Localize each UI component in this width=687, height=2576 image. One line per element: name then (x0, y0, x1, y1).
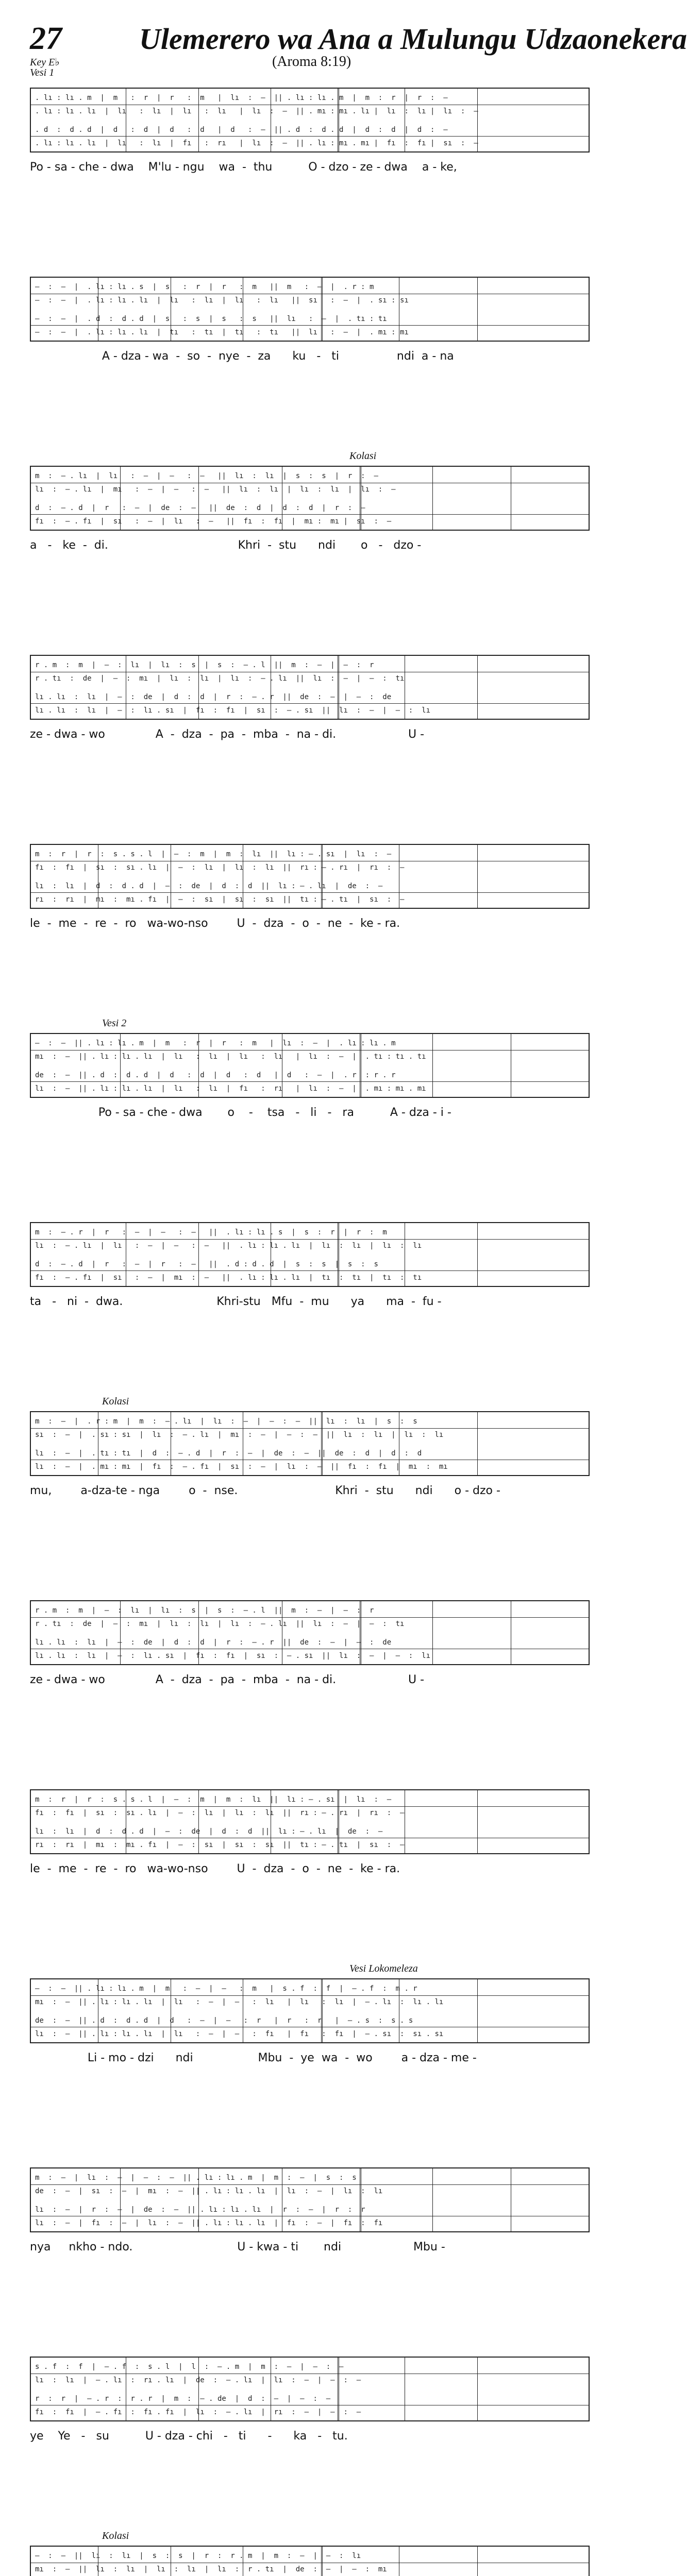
tenor-line: d : — . d | r : — | de : — || de : d | d : d | r : — (35, 504, 365, 512)
soprano-line: m : — | . r : m | m : — . lı | lı : — | — : — || lı : lı | s : s (35, 1417, 417, 1426)
lyrics-line: ta - ni - dwa. Khri-stu Mfu - mu ya ma - fu - (30, 1295, 442, 1308)
solfa-staff (30, 2546, 590, 2576)
solfa-staff (30, 1411, 590, 1476)
alto-line: sı : — | . sı : sı | lı : — . lı | mı : — | — : — || lı : lı | lı : lı (35, 1431, 444, 1439)
alto-line: — : — | . lı : lı . lı | lı : lı | lı : lı || sı : — | . sı : sı (35, 296, 409, 304)
lyrics-line: a - ke - di. Khri - stu ndi o - dzo - (30, 539, 422, 552)
bass-line: — : — | . lı : lı . lı | tı : tı | tı : tı || lı : — | . mı : mı (35, 328, 409, 336)
soprano-line: — : — | . lı : lı . s | s : r | r : m || m : — | . r : m (35, 283, 374, 291)
bass-line: lı : — | fı : — | lı : — || . lı : lı . lı | fı : — | fı : fı (35, 2219, 383, 2227)
bass-line: lı : — | . mı : mı | fı : — . fı | sı : — | lı : — || fı : fı | mı : mı (35, 1463, 448, 1471)
soprano-line: m : — . lı | lı : — | — : — || lı : lı | s : s | r : — (35, 472, 378, 480)
soprano-line: . lı : lı . m | m : r | r : m | lı : — || . lı : lı . m | m : r | r : — (35, 94, 448, 102)
soprano-line: — : — || . lı : lı . m | m : — | — : m | s . f : f | — . f : m . r (35, 1985, 417, 1993)
solfa-staff (30, 466, 590, 531)
alto-line: lı : — . lı | lı : — | — : — || . lı : lı . lı | lı : lı | lı : lı (35, 1242, 422, 1250)
solfa-staff (30, 88, 590, 152)
section-label: Kolasi (102, 1396, 129, 1407)
bass-line: lı . lı : lı | — : lı . sı | fı : fı | sı : — . sı || lı : — | — : lı (35, 1652, 431, 1660)
lyrics-line: le - me - re - ro wa-wo-nso U - dza - o - ne - ke - ra. (30, 917, 400, 930)
soprano-line: m : r | r : s . s . l | — : m | m : lı || lı : — . sı | lı : — (35, 850, 392, 858)
section-label: Kolasi (102, 2530, 129, 2541)
bass-line: lı . lı : lı | — : lı . sı | fı : fı | sı : — . sı || lı : — | — : lı (35, 706, 431, 715)
alto-line: r . tı : de | — : mı | lı : lı | lı : — . lı || lı : — | — : tı (35, 674, 405, 683)
lyrics-line: nya nkho - ndo. U - kwa - ti ndi Mbu - (30, 2241, 445, 2253)
bass-line: rı : rı | mı : mı . fı | — : sı | sı : sı || tı : — . tı | sı : — (35, 895, 405, 904)
solfa-staff (30, 655, 590, 720)
soprano-line: r . m : m | — : lı | lı : s | s : — . l || m : — | — : r (35, 1606, 374, 1615)
hymn-number: 27 (30, 21, 62, 56)
lyrics-line: ze - dwa - wo A - dza - pa - mba - na - di. U - (30, 1673, 425, 1686)
lyrics-line: Po - sa - che - dwa M'lu - ngu wa - thu O - dzo - ze - dwa a - ke, (30, 161, 457, 174)
lyrics-line: Li - mo - dzi ndi Mbu - ye wa - wo a - dza - me - (30, 2052, 477, 2064)
soprano-line: m : — | lı : — | — : — || . lı : lı . m | m : — | s : s (35, 2174, 357, 2182)
tenor-line: r : r | — . r : r . r | m : — . de | d : — | — : — (35, 2395, 331, 2403)
solfa-staff (30, 2167, 590, 2232)
soprano-line: m : r | r : s . s . l | — : m | m : lı || lı : — . sı | lı : — (35, 1795, 392, 1804)
tenor-line: de : — || . d : d . d | d : d | d : d | d : — | . r : r . r (35, 1071, 396, 1079)
bass-line: fı : — . fı | sı : — | lı : — || fı : fı | mı : mı | sı : — (35, 517, 392, 526)
tenor-line: . d : d . d | d : d | d : d | d : — || . d : d . d | d : d | d : — (35, 126, 448, 134)
alto-line: . lı : lı . lı | lı : lı | lı : lı | lı : — || . mı : mı . lı | lı : lı | lı : — (35, 107, 478, 115)
lyrics-line: mu, a-dza-te - nga o - nse. Khri - stu ndi o - dzo - (30, 1484, 500, 1497)
lyrics-line: ye Ye - su U - dza - chi - ti - ka - tu. (30, 2430, 348, 2443)
bass-line: rı : rı | mı : mı . fı | — : sı | sı : sı || tı : — . tı | sı : — (35, 1841, 405, 1849)
solfa-staff (30, 1600, 590, 1665)
tenor-line: lı : lı | d : d . d | — : de | d : d || lı : — . lı | de : — (35, 882, 383, 890)
soprano-line: s . f : f | — . f : s . l | l : — . m | m : — | — : — (35, 2363, 344, 2371)
alto-line: lı : lı | — . lı : rı . lı | de : — . lı | lı : — | — : — (35, 2376, 361, 2384)
bass-line: lı : — || . lı : lı . lı | lı : lı | fı : rı | lı : — | . mı : mı . mı (35, 1084, 426, 1093)
tenor-line: d : — . d | r : — | r : — || . d : d . d | s : s | s : s (35, 1260, 378, 1268)
alto-line: fı : fı | sı : sı . lı | — : lı | lı : lı || rı : — . rı | rı : — (35, 863, 405, 872)
solfa-staff (30, 1033, 590, 1098)
soprano-line: r . m : m | — : lı | lı : s | s : — . l || m : — | — : r (35, 661, 374, 669)
alto-line: r . tı : de | — : mı | lı : lı | lı : — . lı || lı : — | — : tı (35, 1620, 405, 1628)
soprano-line: — : — || . lı : lı . m | m : r | r : m | lı : — | . lı : lı . m (35, 1039, 396, 1047)
lyrics-line: Po - sa - che - dwa o - tsa - li - ra A - dza - i - (30, 1106, 451, 1119)
tenor-line: lı . lı : lı | — : de | d : d | r : — . r || de : — | — : de (35, 1638, 392, 1647)
alto-line: de : — | sı : — | mı : — || . lı : lı . lı | lı : — | lı : lı (35, 2187, 383, 2195)
bass-line: . lı : lı . lı | lı : lı | fı : rı | lı : — || . lı : mı . mı | fı : fı | sı : — (35, 139, 478, 147)
soprano-line: — : — || lı : lı | s : s | r : r . m | m : — | — : lı (35, 2552, 361, 2560)
lyrics-line: le - me - re - ro wa-wo-nso U - dza - o - ne - ke - ra. (30, 1862, 400, 1875)
solfa-staff (30, 2357, 590, 2421)
bass-line: fı : fı | — . fı : fı . fı | lı : — . lı | rı : — | — : — (35, 2408, 361, 2416)
hymn-title: Ulemerero wa Ana a Mulungu Udzaonekera (139, 22, 687, 56)
key-signature: Key E♭ (30, 57, 60, 68)
section-label: Vesi 2 (102, 1018, 127, 1029)
solfa-staff (30, 277, 590, 342)
alto-line: lı : — . lı | mı : — | — : — || lı : lı | lı : lı | lı : — (35, 485, 396, 494)
alto-line: mı : — || . lı : lı . lı | lı : — | — : lı | lı : lı | — . lı : lı . lı (35, 1998, 444, 2006)
tenor-line: lı : — | . tı : tı | d : — . d | r : — | de : — || de : d | d : d (35, 1449, 422, 1458)
scripture-reference: (Aroma 8:19) (272, 54, 351, 70)
solfa-staff (30, 844, 590, 909)
alto-line: mı : — || . lı : lı . lı | lı : lı | lı : lı | lı : — | . tı : tı . tı (35, 1053, 426, 1061)
section-label: Kolasi (349, 450, 377, 462)
tenor-line: lı . lı : lı | — : de | d : d | r : — . r || de : — | — : de (35, 693, 392, 701)
solfa-staff (30, 1789, 590, 1854)
bass-line: lı : — || . lı : lı . lı | lı : — | — : fı | fı : fı | — . sı : sı . sı (35, 2030, 444, 2038)
section-label: Vesi Lokomeleza (349, 1963, 418, 1974)
lyrics-line: A - dza - wa - so - nye - za ku - ti ndi a - na (30, 350, 454, 363)
solfa-staff (30, 1978, 590, 2043)
alto-line: mı : — || lı : lı | lı : lı | lı : r . tı | de : — | — : mı (35, 2565, 387, 2573)
lyrics-line: ze - dwa - wo A - dza - pa - mba - na - di. U - (30, 728, 425, 741)
soprano-line: m : — . r | r : — | — : — || . lı : lı . s | s : r | r : m (35, 1228, 387, 1236)
verse-label: Vesi 1 (30, 67, 55, 78)
tenor-line: de : — || . d : d . d | d : — | — : r | r : r | — . s : s . s (35, 2016, 413, 2025)
tenor-line: — : — | . d : d . d | s : s | s : s || lı : — | . tı : tı (35, 315, 387, 323)
tenor-line: lı : lı | d : d . d | — : de | d : d || lı : — . lı | de : — (35, 1827, 383, 1836)
alto-line: fı : fı | sı : sı . lı | — : lı | lı : lı || rı : — . rı | rı : — (35, 1809, 405, 1817)
tenor-line: lı : — | r : — | de : — || . lı : lı . lı | r : — | r : r (35, 2206, 365, 2214)
solfa-staff (30, 1222, 590, 1287)
bass-line: fı : — . fı | sı : — | mı : — || . lı : lı . lı | tı : tı | tı : tı (35, 1274, 422, 1282)
